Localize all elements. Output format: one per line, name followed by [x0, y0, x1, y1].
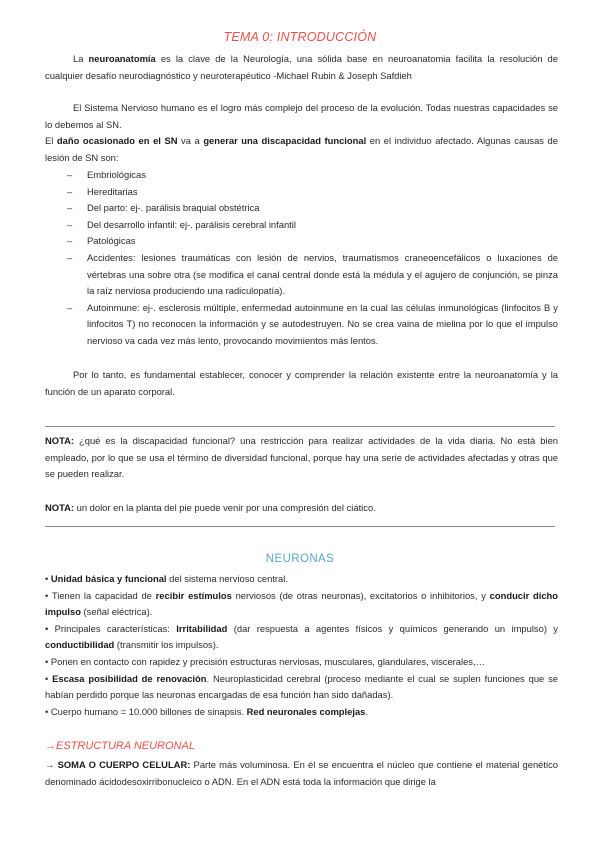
list-item: – Accidentes: lesiones traumáticas con lesión de nervios, traumatismos craneoencefálicos o luxaciones de vértebras una sobre otra (se modifica el canal central donde está la médula y el agujero de conjunción, se pinza la raíz nerviosa produciendo una radiculopatía). — [45, 250, 558, 300]
text-run: Parte más voluminosa. En él se encuentra el núcleo que contiene el material genético denominado ácidodesoxirribonucleico o ADN. En el ADN está toda la información que dirige la — [45, 759, 558, 787]
bullet-item — [45, 671, 558, 704]
bold-term: Irritabilidad — [176, 622, 228, 634]
bullet-item — [45, 588, 558, 621]
bold-term: → SOMA O CUERPO CELULAR: — [45, 759, 191, 770]
text-run: • Tienen la capacidad de — [45, 589, 156, 601]
bold-term: conductibilidad — [45, 639, 115, 651]
text-run: un dolor en la planta del pie puede venir por una compresión del ciático. — [74, 502, 376, 513]
section-heading: NEURONAS — [265, 553, 335, 565]
divider — [45, 426, 555, 427]
text-run: . Neuroplasticidad cerebral (proceso mediante el cual se suplen funciones que se habían perdido porque las neuronas encargadas de esa función han sido dañadas). — [45, 672, 559, 701]
bullet-item: • Ponen en contacto con rapidez y precisión estructuras nerviosas, musculares, glandulares, viscerales,… — [45, 655, 485, 667]
bullet-item — [45, 704, 558, 721]
list-item: – Del parto: ej-. parálisis braquial obstétrica — [45, 200, 558, 217]
text-run: • Principales características: — [45, 622, 177, 634]
text-run: (dar respuesta a agentes físicos y químicos generando un impulso) y — [227, 622, 558, 634]
text-run: • Cuerpo humano = 10.000 billones de sinapsis. — [45, 705, 247, 717]
text-run: El — [45, 135, 57, 146]
text-run: del sistema nervioso central. — [166, 573, 288, 584]
damage-paragraph — [45, 133, 558, 166]
causes-list — [45, 167, 558, 350]
note-label: NOTA: — [45, 502, 74, 513]
intro-quote-paragraph — [45, 51, 558, 84]
list-item: – Hereditarias — [45, 184, 558, 201]
note-label: NOTA: — [45, 435, 74, 446]
divider — [45, 526, 555, 527]
text-run: • — [45, 573, 51, 584]
bold-term: Red neuronales complejas — [246, 705, 366, 717]
text-run: en el individuo afectado. Algunas causas de lesión de SN son: — [45, 135, 558, 163]
list-item: – Autoinmune: ej-. esclerosis múltiple, enfermedad autoinmune en la cual las células inmunológicas (linfocitos B y linfocitos T) no reconocen la información y se autodestruyen. No se crea vaina de mielina por lo que el impulso nervioso va cada vez más lento, provocando movimientos más lentos. — [45, 300, 558, 350]
bold-term: recibir estímulos — [155, 589, 232, 601]
text-run: va a — [177, 135, 204, 146]
list-item: – Patológicas — [45, 233, 558, 250]
note-paragraph — [45, 500, 558, 517]
soma-paragraph — [45, 757, 558, 790]
intro-paragraph: El Sistema Nervioso humano es el logro más complejo del proceso de la evolución. Todas nuestras capacidades se lo debemos al SN. — [45, 102, 558, 130]
list-item: – Embriológicas — [45, 167, 558, 184]
subsection-heading: →ESTRUCTURA NEURONAL — [45, 740, 195, 752]
list-item: – Del desarrollo infantil: ej-. parálisis cerebral infantil — [45, 217, 558, 234]
text-run: . — [365, 705, 368, 717]
bold-term: daño ocasionado en el SN — [56, 135, 178, 146]
bold-term: neuroanatomía — [88, 53, 156, 64]
neuronas-bullets — [45, 571, 558, 720]
bold-term: Escasa posibilidad de renovación — [52, 672, 207, 684]
text-run: es la clave de la Neurología, una sólida base en neuroanatomia facilita la resolución de cualquier desafío neurodiagnóstico y neuroterapéutico -Michael Rubin & Joseph Safdieh — [45, 53, 558, 81]
bold-term: conducir dicho impulso — [45, 589, 559, 618]
bullet-item — [45, 621, 558, 654]
note-paragraph — [45, 433, 558, 483]
text-run: nerviosos (de otras neuronas), excitatorios o inhibitorios, y — [231, 589, 490, 601]
bold-term: Unidad básica y funcional — [50, 573, 167, 584]
text-run: (señal eléctrica). — [80, 606, 153, 618]
text-run: La — [73, 53, 89, 64]
text-run: ¿qué es la discapacidad funcional? una restricción para realizar actividades de la vida diaria. No está bien empleado, por lo que se usa el término de diversidad funcional, porque hay una serie de actividades afectadas y otras que se pueden realizar. — [45, 435, 558, 480]
page-title: TEMA 0: INTRODUCCIÓN — [223, 30, 377, 44]
bold-term: generar una discapacidad funcional — [203, 135, 367, 146]
text-run: (transmitir los impulsos). — [114, 639, 219, 651]
bullet-item — [45, 571, 558, 588]
text-run: • — [45, 672, 53, 684]
conclusion-paragraph: Por lo tanto, es fundamental establecer, conocer y comprender la relación existente entre la neuroanatomía y la función de un aparato corporal. — [45, 369, 558, 397]
